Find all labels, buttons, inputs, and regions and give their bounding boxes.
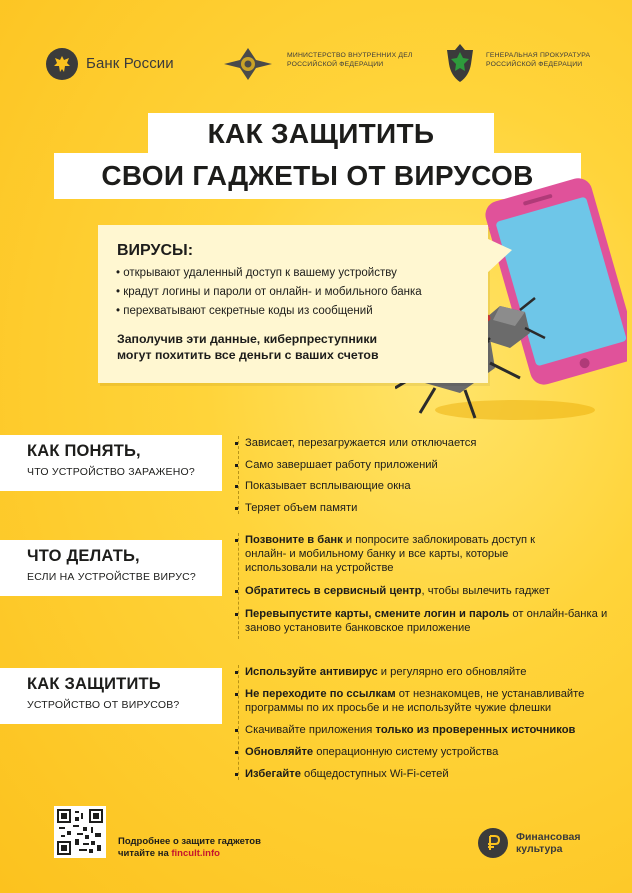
list-item: Показывает всплывающие окна bbox=[235, 479, 615, 493]
virus-item: • перехватывают секретные коды из сообщений bbox=[116, 305, 373, 317]
bank-name: Банк России bbox=[86, 55, 174, 72]
fincult-link[interactable]: fincult.info bbox=[171, 848, 220, 859]
section-infected-title: КАК ПОНЯТЬ, bbox=[27, 442, 141, 460]
gp-line2: РОССИЙСКОЙ ФЕДЕРАЦИИ bbox=[486, 60, 583, 68]
mvd-line2: РОССИЙСКОЙ ФЕДЕРАЦИИ bbox=[287, 60, 384, 68]
list-item-bold: только из проверенных источников bbox=[375, 724, 576, 736]
list-item-bold: Обновляйте bbox=[245, 746, 314, 758]
viruses-heading: ВИРУСЫ: bbox=[117, 242, 194, 259]
virus-item-text: крадут логины и пароли от онлайн- и мобильного банка bbox=[123, 286, 422, 298]
prosecutor-emblem bbox=[443, 42, 477, 89]
mvd-line1: МИНИСТЕРСТВО ВНУТРЕННИХ ДЕЛ bbox=[287, 52, 413, 59]
virus-item-text: открывают удаленный доступ к вашему устройству bbox=[123, 267, 397, 279]
list-item-text: от незнакомцев, не устанавливайте программы по их просьбе и не используйте чужие флешки bbox=[245, 688, 585, 714]
list-item bbox=[235, 745, 615, 759]
list-item-text: Скачивайте приложения bbox=[245, 724, 376, 736]
section-infected-heading bbox=[0, 435, 222, 491]
mvd-star-icon bbox=[220, 44, 276, 84]
qr-code[interactable] bbox=[54, 806, 106, 858]
list-item bbox=[235, 767, 615, 781]
list-item bbox=[235, 723, 615, 737]
list-item bbox=[235, 665, 615, 679]
section-action-list bbox=[235, 533, 615, 635]
mvd-emblem bbox=[220, 44, 276, 89]
list-item-text: от онлайн-банка и заново установите банковское приложение bbox=[245, 608, 608, 634]
viruses-note bbox=[117, 331, 457, 363]
mvd-title bbox=[287, 52, 413, 69]
viruses-list bbox=[116, 264, 476, 321]
footer-line1: Подробнее о защите гаджетов bbox=[118, 836, 261, 847]
list-item-bold: Используйте антивирус bbox=[245, 666, 378, 678]
list-item: Само завершает работу приложений bbox=[235, 458, 615, 472]
list-item-text: операционную систему устройства bbox=[313, 746, 499, 758]
eagle-icon bbox=[46, 48, 78, 80]
list-item-bold: Избегайте bbox=[245, 768, 301, 780]
viruses-note-line2: могут похитить все деньги с ваших счетов bbox=[117, 348, 379, 362]
list-item-text: общедоступных Wi-Fi-сетей bbox=[300, 768, 449, 780]
list-item bbox=[235, 533, 545, 575]
virus-item-text: перехватывают секретные коды из сообщений bbox=[123, 305, 373, 317]
fk-line1: Финансовая bbox=[516, 831, 581, 843]
list-item-bold: Не переходите по ссылкам bbox=[245, 688, 396, 700]
list-item bbox=[235, 687, 615, 715]
title-line2: СВОИ ГАДЖЕТЫ ОТ ВИРУСОВ bbox=[54, 153, 581, 199]
title-line1: КАК ЗАЩИТИТЬ bbox=[148, 113, 494, 153]
section-infected-subtitle: ЧТО УСТРОЙСТВО ЗАРАЖЕНО? bbox=[27, 466, 195, 478]
header-logos bbox=[0, 40, 632, 90]
list-item: Теряет объем памяти bbox=[235, 501, 615, 515]
ruble-icon bbox=[478, 828, 508, 858]
fk-line2: культура bbox=[516, 843, 563, 855]
list-item: Зависает, перезагружается или отключается bbox=[235, 436, 615, 450]
section-protect-title: КАК ЗАЩИТИТЬ bbox=[27, 675, 161, 693]
virus-item: • крадут логины и пароли от онлайн- и мобильного банка bbox=[116, 286, 422, 298]
footer-line2 bbox=[118, 848, 261, 860]
footer-note bbox=[118, 836, 261, 860]
speech-bubble-tail bbox=[486, 238, 512, 276]
list-item bbox=[235, 607, 610, 635]
section-action-heading bbox=[0, 540, 222, 596]
section-action-title: ЧТО ДЕЛАТЬ, bbox=[27, 547, 140, 565]
financial-culture-logo bbox=[516, 831, 580, 855]
section-protect-heading bbox=[0, 668, 222, 724]
footer-line2-text: читайте на bbox=[118, 848, 172, 859]
gp-line1: ГЕНЕРАЛЬНАЯ ПРОКУРАТУРА bbox=[486, 52, 591, 59]
qr-code-icon bbox=[57, 809, 103, 855]
list-item-bold: Обратитесь в сервисный центр bbox=[245, 585, 422, 597]
section-action-subtitle: ЕСЛИ НА УСТРОЙСТВЕ ВИРУС? bbox=[27, 571, 196, 583]
prosecutor-shield-icon bbox=[443, 42, 477, 84]
bank-of-russia-logo bbox=[46, 48, 78, 80]
list-item bbox=[235, 584, 615, 598]
section-protect-list bbox=[235, 665, 615, 781]
list-item-text: , чтобы вылечить гаджет bbox=[421, 585, 550, 597]
list-item-bold: Позвоните в банк bbox=[245, 534, 343, 546]
prosecutor-title bbox=[486, 52, 590, 69]
virus-item: • открывают удаленный доступ к вашему устройству bbox=[116, 267, 397, 279]
section-infected-list bbox=[235, 436, 615, 515]
list-item-text: и попросите заблокировать доступ к онлайн- и мобильному банку и все карты, которые использовали на устройстве bbox=[245, 534, 536, 574]
section-protect-subtitle: УСТРОЙСТВО ОТ ВИРУСОВ? bbox=[27, 699, 180, 711]
list-item-text: и регулярно его обновляйте bbox=[377, 666, 527, 678]
list-item-bold: Перевыпустите карты, смените логин и пароль bbox=[245, 608, 510, 620]
viruses-note-line1: Заполучив эти данные, киберпреступники bbox=[117, 332, 378, 346]
